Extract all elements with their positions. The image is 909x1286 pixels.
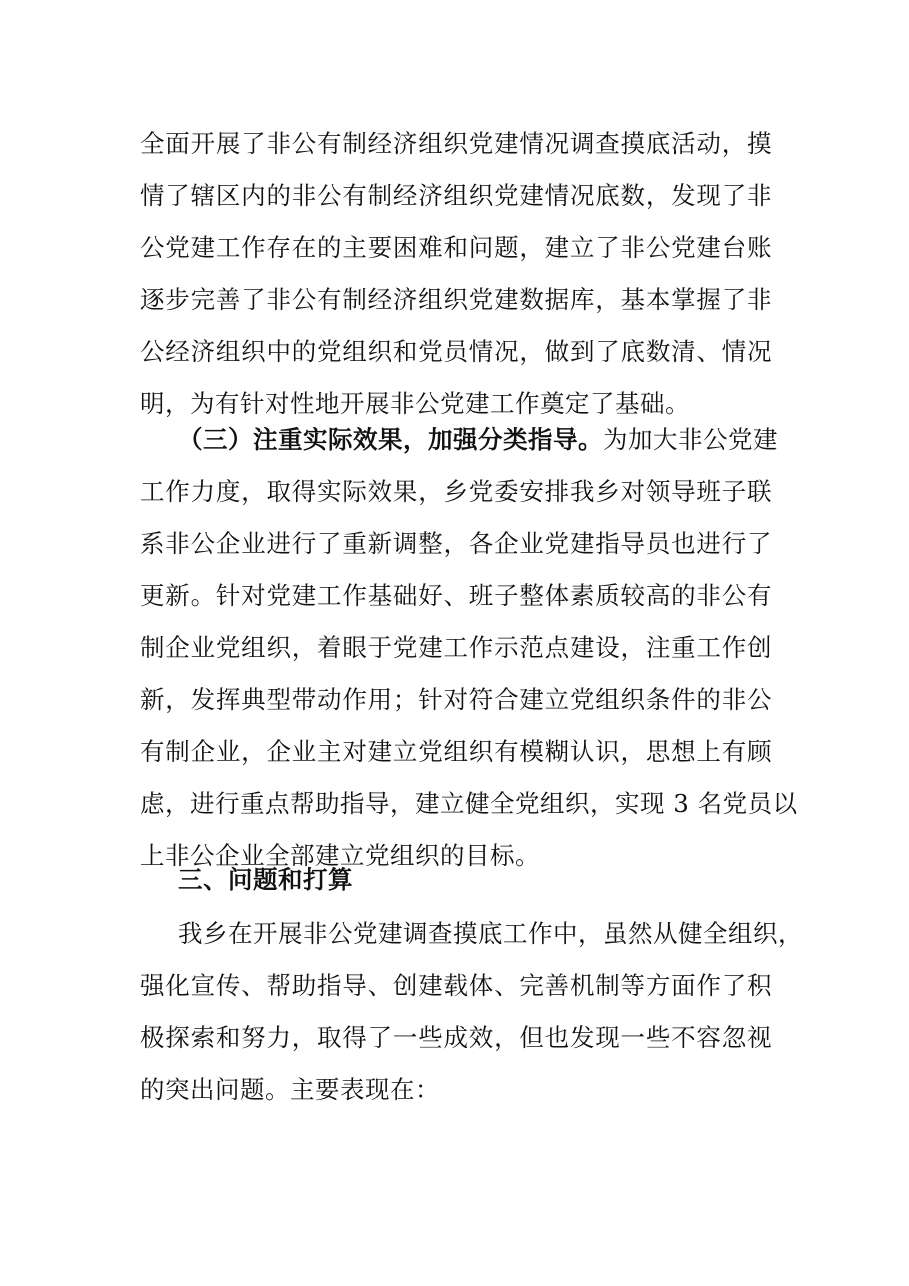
text-fragment: 为加大非公党建 [603,425,778,454]
text-line: 更新。针对党建工作基础好、班子整体素质较高的非公有 [140,581,772,610]
text-line: 全面开展了非公有制经济组织党建情况调查摸底活动，摸 [140,129,772,158]
paragraph-classified-guidance [140,414,798,882]
text-line: 有制企业，企业主对建立党组织有模糊认识，思想上有顾 [140,737,772,766]
text-line: 系非公企业进行了重新调整，各企业党建指导员也进行了 [140,529,772,558]
paragraph-survey-summary [140,118,772,430]
paragraph-problems-intro [140,908,803,1116]
text-line: 的突出问题。主要表现在： [140,1075,440,1104]
text-line: 公经济组织中的党组织和党员情况，做到了底数清、情况 [140,337,772,366]
text-line: 上非公企业全部建立党组织的目标。 [140,841,540,870]
text-line: 强化宣传、帮助指导、创建载体、完善机制等方面作了积 [140,971,772,1000]
text-line: 明，为有针对性地开展非公党建工作奠定了基础。 [140,389,690,418]
text-line: 工作力度，取得实际效果，乡党委安排我乡对领导班子联 [140,477,772,506]
text-line: 制企业党组织，着眼于党建工作示范点建设，注重工作创 [140,633,772,662]
section-heading: 三、问题和打算 [178,865,353,894]
text-line [140,414,778,466]
text-line: 虑，进行重点帮助指导，建立健全党组织，实现 3 名党员以 [140,789,798,818]
text-line: 新，发挥典型带动作用；针对符合建立党组织条件的非公 [140,685,772,714]
text-line: 我乡在开展非公党建调查摸底工作中，虽然从健全组织， [178,919,803,948]
text-line: 情了辖区内的非公有制经济组织党建情况底数，发现了非 [140,181,772,210]
text-line: 公党建工作存在的主要困难和问题，建立了非公党建台账 [140,233,772,262]
text-line: 逐步完善了非公有制经济组织党建数据库，基本掌握了非 [140,285,772,314]
subsection-heading: （三）注重实际效果，加强分类指导。 [178,425,603,454]
text-line: 极探索和努力，取得了一些成效，但也发现一些不容忽视 [140,1023,772,1052]
